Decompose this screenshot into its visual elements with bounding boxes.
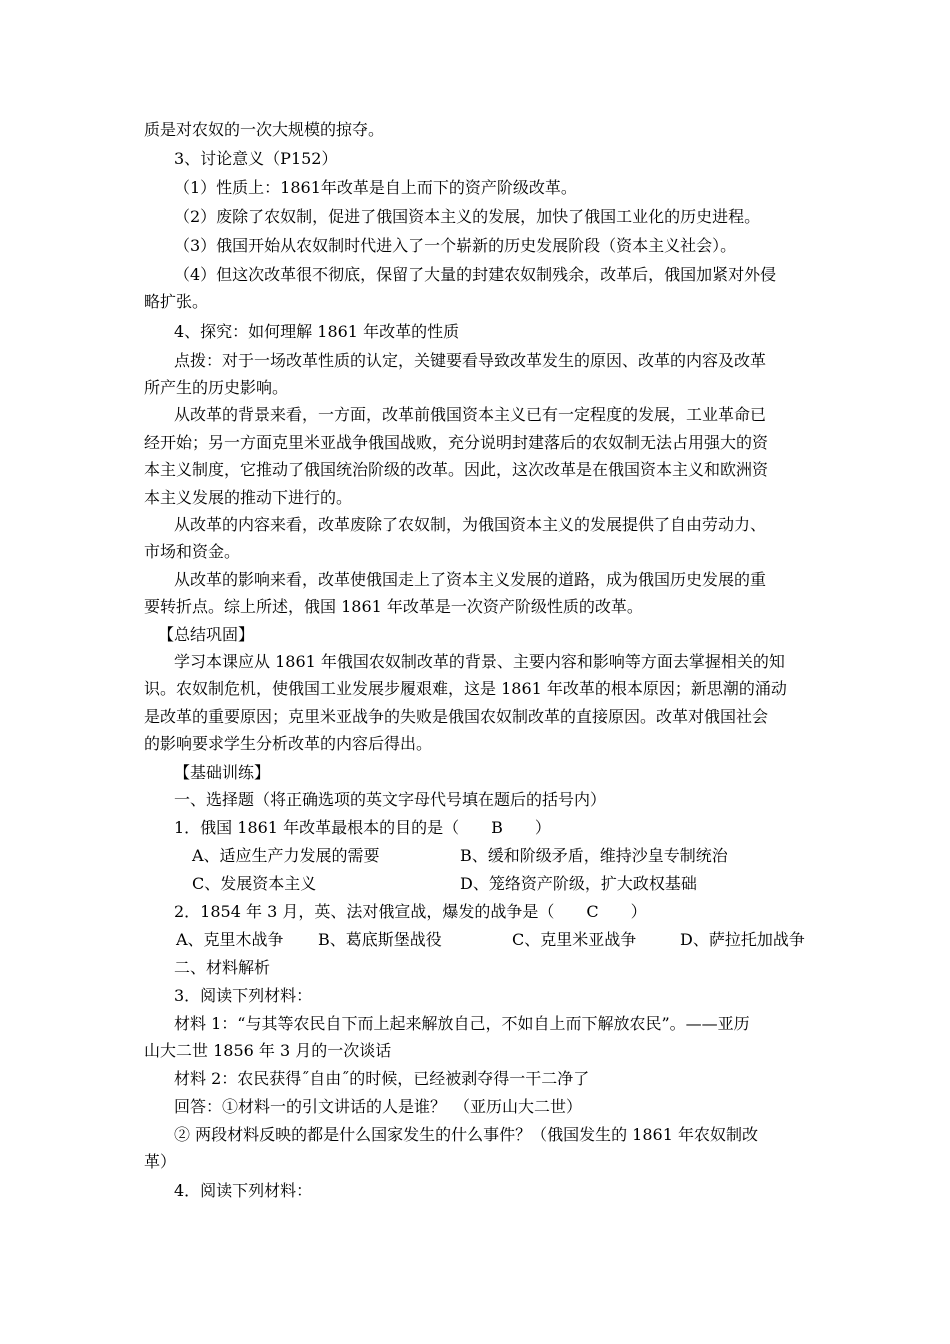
q2-option-a: A、克里木战争: [176, 930, 284, 949]
section-heading: 4、探究：如何理解 1861 年改革的性质: [174, 322, 460, 341]
question-4: 4．阅读下列材料：: [174, 1181, 313, 1200]
text-line: （2）废除了农奴制，促进了俄国资本主义的发展，加快了俄国工业化的历史进程。: [174, 207, 761, 226]
section-heading: 3、讨论意义（P152）: [174, 149, 338, 168]
text-line: 质是对农奴的一次大规模的掠夺。: [144, 120, 385, 139]
section-heading: 二、材料解析: [174, 958, 271, 977]
question-1: 1．俄国 1861 年改革最根本的目的是（ B ）: [174, 818, 551, 837]
q2-option-d: D、萨拉托加战争: [680, 930, 805, 949]
text-line: 山大二世 1856 年 3 月的一次谈话: [144, 1041, 392, 1060]
text-line: （4）但这次改革很不彻底，保留了大量的封建农奴制残余，改革后，俄国加紧对外侵: [174, 265, 777, 284]
question-3: 3．阅读下列材料：: [174, 986, 313, 1005]
q1-option-d: D、笼络资产阶级，扩大政权基础: [460, 874, 697, 893]
text-line: 的影响要求学生分析改革的内容后得出。: [144, 734, 433, 753]
question-2: 2．1854 年 3 月，英、法对俄宣战，爆发的战争是（ C ）: [174, 902, 647, 921]
q1-option-c: C、发展资本主义: [192, 874, 317, 893]
q2-option-c: C、克里米亚战争: [512, 930, 637, 949]
section-heading: 一、选择题（将正确选项的英文字母代号填在题后的括号内）: [174, 790, 607, 809]
text-line: 从改革的背景来看，一方面，改革前俄国资本主义已有一定程度的发展，工业革命已: [174, 405, 767, 424]
section-heading: 【基础训练】: [174, 763, 271, 782]
text-line: 革）: [144, 1152, 177, 1171]
text-line: 从改革的内容来看，改革废除了农奴制，为俄国资本主义的发展提供了自由劳动力、: [174, 515, 767, 534]
q1-option-b: B、缓和阶级矛盾，维持沙皇专制统治: [460, 846, 728, 865]
text-line: 所产生的历史影响。: [144, 378, 289, 397]
text-line: 经开始；另一方面克里米亚战争俄国战败，充分说明封建落后的农奴制无法占用强大的资: [144, 433, 769, 452]
text-line: 点拨：对于一场改革性质的认定，关键要看导致改革发生的原因、改革的内容及改革: [174, 351, 767, 370]
text-line: 略扩张。: [144, 292, 209, 311]
text-line: 本主义制度，它推动了俄国统治阶级的改革。因此，这次改革是在俄国资本主义和欧洲资: [144, 460, 769, 479]
q2-option-b: B、葛底斯堡战役: [318, 930, 442, 949]
answer-line: 回答：①材料一的引文讲话的人是谁？ （亚历山大二世）: [174, 1097, 583, 1116]
text-line: （1）性质上：1861年改革是自上而下的资产阶级改革。: [174, 178, 577, 197]
text-line: 要转折点。综上所述，俄国 1861 年改革是一次资产阶级性质的改革。: [144, 597, 643, 616]
text-line: 识。农奴制危机，使俄国工业发展步履艰难，这是 1861 年改革的根本原因；新思潮的涌动: [144, 679, 787, 698]
text-line: （3）俄国开始从农奴制时代进入了一个崭新的历史发展阶段（资本主义社会）。: [174, 236, 737, 255]
text-line: 是改革的重要原因；克里米亚战争的失败是俄国农奴制改革的直接原因。改革对俄国社会: [144, 707, 769, 726]
answer-line: ② 两段材料反映的都是什么国家发生的什么事件？（俄国发生的 1861 年农奴制改: [174, 1125, 758, 1144]
q1-option-a: A、适应生产力发展的需要: [192, 846, 380, 865]
text-line: 从改革的影响来看，改革使俄国走上了资本主义发展的道路，成为俄国历史发展的重: [174, 570, 767, 589]
text-line: 市场和资金。: [144, 542, 241, 561]
material-2: 材料 2：农民获得˝自由˝的时候，已经被剥夺得一干二净了: [174, 1069, 590, 1088]
text-line: 学习本课应从 1861 年俄国农奴制改革的背景、主要内容和影响等方面去掌握相关的知: [174, 652, 785, 671]
section-heading: 【总结巩固】: [158, 625, 255, 644]
text-line: 本主义发展的推动下进行的。: [144, 488, 353, 507]
material-1: 材料 1：“与其等农民自下而上起来解放自己，不如自上而下解放农民”。——亚历: [174, 1014, 750, 1033]
